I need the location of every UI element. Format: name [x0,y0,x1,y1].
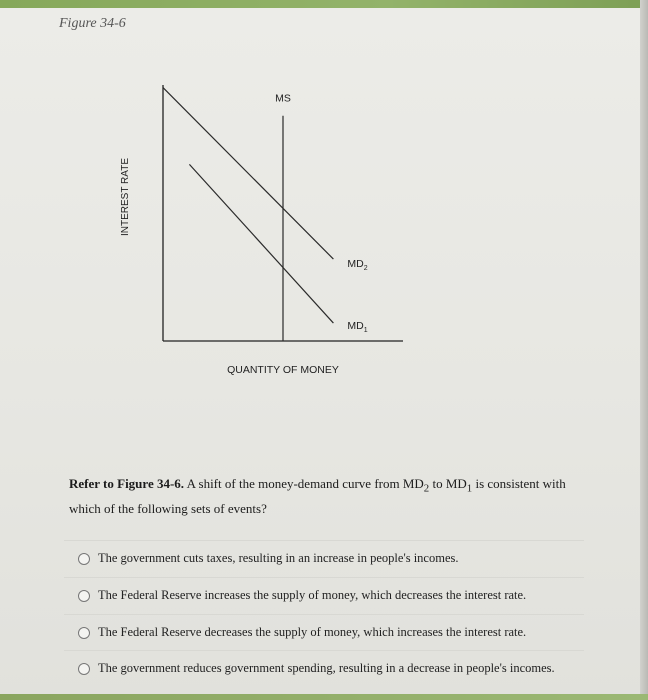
x-axis-label: QUANTITY OF MONEY [227,364,339,376]
label-ms: MS [275,92,291,105]
answer-option-1[interactable] [64,540,584,567]
question-sub-a: 2 [423,482,430,495]
question-part-a: A shift of the money-demand curve from MD [186,476,424,491]
answer-option-label: The Federal Reserve increases the supply of money, which decreases the interest rate. [98,588,527,602]
radio-button[interactable] [78,553,90,565]
figure-title: Figure 34-6 [59,16,126,31]
question-part-c: is consistent with which of the following sets of events? [69,476,566,516]
answer-option-4[interactable] [64,650,584,677]
answer-option-2[interactable] [64,577,584,604]
label-md2: $MD_2$ [347,258,368,273]
curve-md1 [189,164,333,323]
question-reference: Refer to Figure 34-6. [69,476,185,491]
bottom-border [0,694,648,700]
radio-button[interactable] [78,663,90,675]
question-text [69,474,589,519]
answer-option-label: The government cuts taxes, resulting in an increase in people's incomes. [98,551,459,565]
label-md1: $MD_1$ [347,320,368,335]
label-md2-subscript: 2 [363,265,368,273]
question-sub-b: 1 [466,482,473,495]
curve-md2 [163,88,333,260]
y-axis-label: INTEREST RATE [120,158,131,236]
radio-button[interactable] [78,590,90,602]
answer-option-3[interactable] [64,614,584,641]
plot-layer [163,85,403,341]
question-part-b: to MD [429,476,467,491]
radio-button[interactable] [78,627,90,639]
label-md1-subscript: 1 [363,327,368,335]
answer-option-label: The Federal Reserve decreases the supply of money, which increases the interest rate. [98,625,527,639]
answer-option-label: The government reduces government spending, resulting in a decrease in people's incomes. [98,661,555,675]
